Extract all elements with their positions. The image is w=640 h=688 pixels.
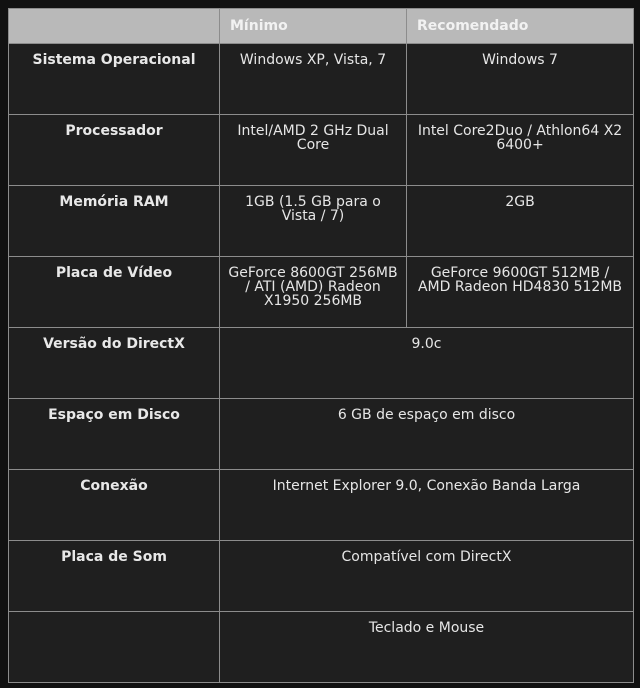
cell-merged: Compatível com DirectX: [220, 541, 634, 612]
row-label: Versão do DirectX: [9, 328, 220, 399]
table-header: [9, 9, 634, 44]
table-row: [9, 470, 634, 541]
row-label: Sistema Operacional: [9, 44, 220, 115]
header-row: [9, 9, 634, 44]
cell-merged: 9.0c: [220, 328, 634, 399]
system-requirements-table: [8, 8, 634, 683]
table-row: [9, 612, 634, 683]
header-minimo: Mínimo: [220, 9, 407, 44]
table-row: [9, 541, 634, 612]
row-label: [9, 612, 220, 683]
cell-minimo: Intel/AMD 2 GHz Dual Core: [220, 115, 407, 186]
header-corner-cell: [9, 9, 220, 44]
table-body: [9, 44, 634, 683]
cell-merged: 6 GB de espaço em disco: [220, 399, 634, 470]
requirements-table-wrapper: [8, 8, 634, 683]
table-row: [9, 115, 634, 186]
header-recomendado: Recomendado: [407, 9, 634, 44]
cell-recomendado: Intel Core2Duo / Athlon64 X2 6400+: [407, 115, 634, 186]
cell-recomendado: 2GB: [407, 186, 634, 257]
row-label: Processador: [9, 115, 220, 186]
cell-merged: Internet Explorer 9.0, Conexão Banda Larga: [220, 470, 634, 541]
table-row: [9, 328, 634, 399]
row-label: Placa de Vídeo: [9, 257, 220, 328]
table-row: [9, 186, 634, 257]
row-label: Espaço em Disco: [9, 399, 220, 470]
row-label: Conexão: [9, 470, 220, 541]
cell-merged: Teclado e Mouse: [220, 612, 634, 683]
cell-recomendado: Windows 7: [407, 44, 634, 115]
row-label: Memória RAM: [9, 186, 220, 257]
table-row: [9, 399, 634, 470]
cell-minimo: GeForce 8600GT 256MB / ATI (AMD) Radeon X1950 256MB: [220, 257, 407, 328]
table-row: [9, 257, 634, 328]
cell-minimo: 1GB (1.5 GB para o Vista / 7): [220, 186, 407, 257]
table-row: [9, 44, 634, 115]
cell-recomendado: GeForce 9600GT 512MB / AMD Radeon HD4830 512MB: [407, 257, 634, 328]
row-label: Placa de Som: [9, 541, 220, 612]
cell-minimo: Windows XP, Vista, 7: [220, 44, 407, 115]
